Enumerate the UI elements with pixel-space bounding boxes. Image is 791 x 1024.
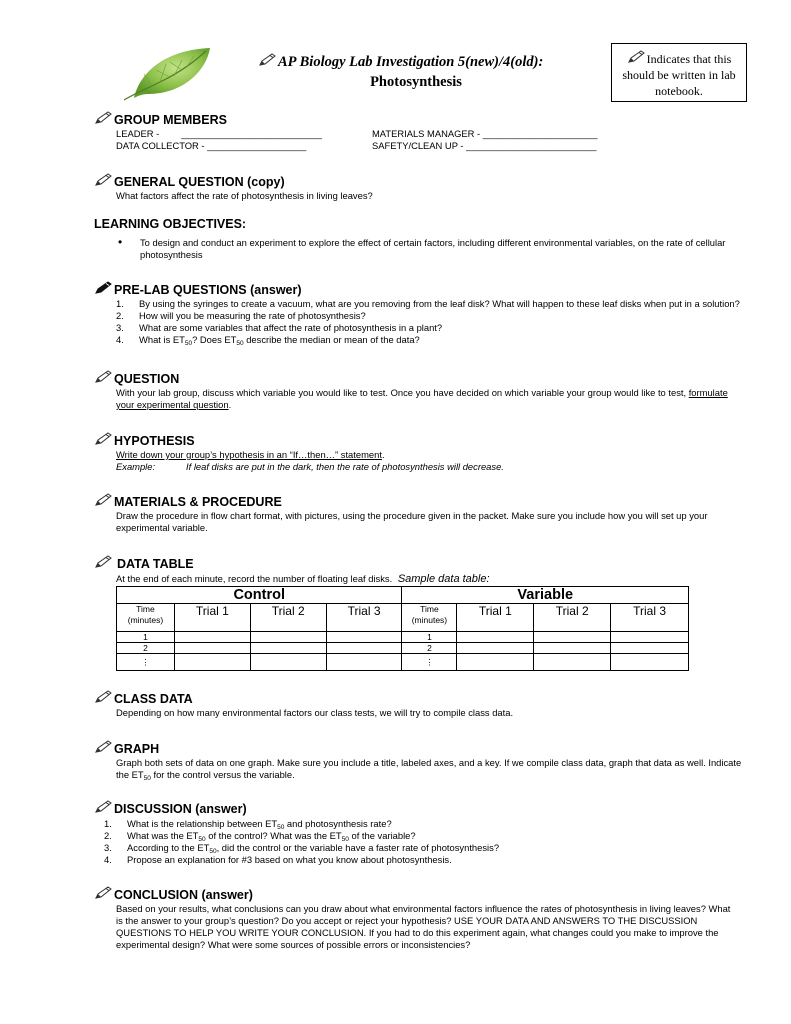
- general-question-heading: GENERAL QUESTION (copy): [94, 173, 285, 189]
- pencil-icon: [94, 740, 113, 754]
- trial-header: Trial 2: [534, 604, 611, 632]
- safety-field[interactable]: SAFETY/CLEAN UP - _________________________: [372, 140, 597, 151]
- materials-manager-field[interactable]: MATERIALS MANAGER - ______________________: [372, 128, 598, 139]
- pencil-icon: [627, 50, 646, 64]
- list-item: 1. By using the syringes to create a vacuum, what are you removing from the leaf disk? What will happen to these leaf disks when put in a solution?: [116, 298, 740, 309]
- question-text: With your lab group, discuss which variable you would like to test. Once you have decided on which variable your group would like to test, formulate your experimental question.: [116, 387, 728, 410]
- leaf-logo: [120, 42, 216, 102]
- table-row: ⋮ ⋮: [117, 654, 689, 671]
- time-header: Time (minutes): [402, 604, 457, 632]
- list-item: 4. What is $ET_{50}$? Does $ET_{50}$ describe the median or mean of the data?: [116, 334, 420, 347]
- time-header: Time (minutes): [117, 604, 175, 632]
- control-header: Control: [117, 587, 402, 604]
- class-data-heading: CLASS DATA: [94, 690, 193, 706]
- pencil-icon: [94, 281, 113, 295]
- conclusion-heading: CONCLUSION (answer): [94, 886, 253, 902]
- learning-objectives-heading: LEARNING OBJECTIVES:: [94, 217, 247, 231]
- graph-text: Graph both sets of data on one graph. Make sure you include a title, labeled axes, and a key. If we compile class data, graph that data as well. Indicate the $ET_{50}$ for the control versus the variable.: [116, 757, 742, 782]
- title-line-2: Photosynthesis: [370, 74, 462, 90]
- pencil-icon: [94, 432, 113, 446]
- list-item: 3. According to the $ET_{50}$, did the control or the variable have a faster rate of photosynthesis?: [104, 842, 500, 855]
- trial-header: Trial 1: [457, 604, 534, 632]
- list-item: 3. What are some variables that affect the rate of photosynthesis in a plant?: [116, 322, 443, 333]
- materials-procedure-heading: MATERIALS & PROCEDURE: [94, 493, 282, 509]
- discussion-heading: DISCUSSION (answer): [94, 800, 247, 816]
- trial-header: Trial 3: [326, 604, 402, 632]
- question-heading: QUESTION: [94, 370, 179, 386]
- pencil-icon: [94, 493, 113, 507]
- pencil-icon: [94, 173, 113, 187]
- data-table-heading: DATA TABLE: [94, 555, 194, 571]
- pencil-icon: [258, 53, 277, 67]
- list-item: 1. What is the relationship between $ET_{50}$ and photosynthesis rate?: [104, 818, 392, 831]
- hypothesis-heading: HYPOTHESIS: [94, 432, 195, 448]
- trial-header: Trial 1: [174, 604, 250, 632]
- general-question-text: What factors affect the rate of photosynthesis in living leaves?: [116, 190, 373, 201]
- graph-heading: GRAPH: [94, 740, 159, 756]
- leader-field[interactable]: LEADER - ___________________________: [116, 128, 323, 139]
- class-data-text: Depending on how many environmental factors our class tests, we will try to compile class data.: [116, 707, 514, 718]
- hypothesis-example: Example: If leaf disks are put in the dark, then the rate of photosynthesis will decrease.: [116, 461, 504, 472]
- pencil-icon: [94, 690, 113, 704]
- pencil-icon: [94, 111, 113, 125]
- trial-header: Trial 2: [250, 604, 326, 632]
- prelab-list: [116, 298, 746, 346]
- hypothesis-instruction: Write down your group’s hypothesis in an “If…then…” statement.: [116, 449, 385, 460]
- list-item: 2. What was the $ET_{50}$ of the control? What was the $ET_{50}$ of the variable?: [104, 830, 416, 843]
- notebook-legend-box: [611, 43, 747, 102]
- list-item: 2. How will you be measuring the rate of photosynthesis?: [116, 310, 366, 321]
- discussion-list: [104, 818, 744, 866]
- pencil-icon: [94, 800, 113, 814]
- conclusion-text: Based on your results, what conclusions can you draw about what environmental factors influence the rates of photosynthesis in living leaves? What is the answer to your group’s question? Do you accept or reject your hypothesis? USE YOUR DATA AND ANSWERS TO THE DISCUSSION QUESTIONS TO HELP YOU WRITE YOUR CONCLUSION. If you had to do this experiment again, what changes could you make to improve the experimental design? What were some sources of possible errors or inconsistencies?: [116, 903, 731, 950]
- pencil-icon: [94, 555, 113, 569]
- title-line-1: AP Biology Lab Investigation 5(new)/4(old):: [278, 54, 544, 70]
- data-table-intro: At the end of each minute, record the number of floating leaf disks. Sample data table:: [116, 573, 490, 585]
- table-row: 2 2: [117, 643, 689, 654]
- list-item: 4. Propose an explanation for #3 based on what you know about photosynthesis.: [104, 854, 452, 865]
- page-title: [258, 52, 588, 92]
- materials-procedure-text: Draw the procedure in flow chart format, with pictures, using the procedure given in the packet. Make sure you include how you will set up your experimental variable.: [116, 510, 708, 533]
- objective-bullet: •: [118, 235, 123, 249]
- pencil-icon: [94, 886, 113, 900]
- pencil-icon: [94, 370, 113, 384]
- prelab-heading: PRE-LAB QUESTIONS (answer): [94, 281, 302, 297]
- data-collector-field[interactable]: DATA COLLECTOR - ___________________: [116, 140, 307, 151]
- table-row: 1 1: [117, 632, 689, 643]
- group-members-heading: GROUP MEMBERS: [94, 111, 227, 127]
- notebook-note: Indicates that this should be written in lab notebook.: [622, 52, 736, 98]
- variable-header: Variable: [402, 587, 689, 604]
- trial-header: Trial 3: [611, 604, 689, 632]
- objective-item: To design and conduct an experiment to explore the effect of certain factors, including different environmental variables, on the rate of cellular photosynthesis: [140, 237, 726, 260]
- sample-data-table: [116, 586, 689, 671]
